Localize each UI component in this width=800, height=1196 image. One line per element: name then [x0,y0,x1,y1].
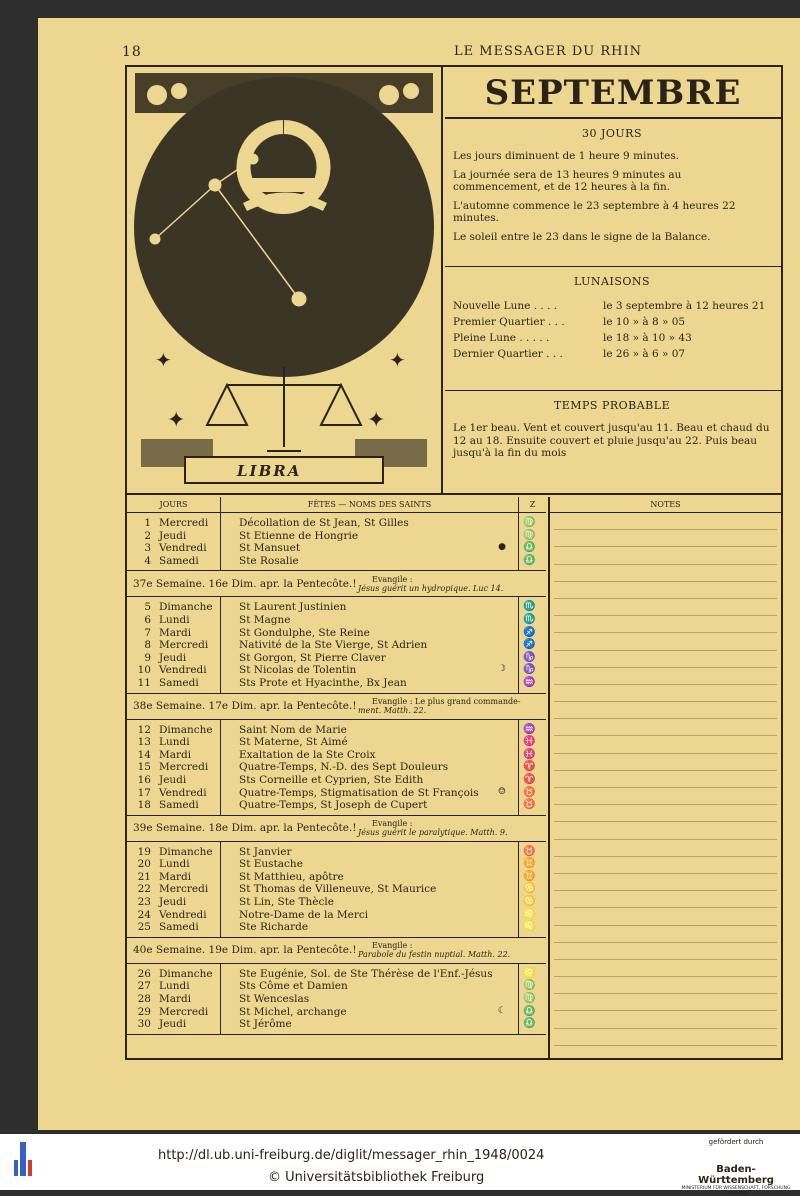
day-number: 8 [144,639,151,652]
note-line[interactable] [554,874,777,891]
gospel-reference [358,697,546,715]
notes-column [548,497,781,1058]
fact-line: Le soleil entre le 23 dans le signe de la Balance. [453,230,711,243]
weekday: Vendredi [159,908,207,921]
lunaison-row: Pleine Lune . . . . . le 18 » à 10 » 43 [453,332,692,344]
note-line[interactable] [554,547,777,564]
gospel-reference [358,575,546,593]
saint-name: St Materne, St Aimé [239,736,348,749]
zodiac-symbol-icon: ♏ [523,613,536,625]
day-entry [131,736,220,749]
weekday: Dimanche [159,845,213,858]
note-line[interactable] [554,788,777,805]
note-line[interactable] [554,857,777,874]
week-label: 38e Semaine. 17e Dim. apr. la Pentecôte.! [133,700,357,713]
source-url[interactable]: http://dl.ub.uni-freiburg.de/diglit/messager_rhin_1948/0024 [158,1148,545,1163]
sunday-gospel-row [127,571,546,597]
lunaison-row: Dernier Quartier . . . le 26 » à 6 » 07 [453,348,686,360]
fact-line: La journée sera de 13 heures 9 minutes au commencement, et de 12 heures à la fin. [453,168,682,194]
note-line[interactable] [554,702,777,719]
zodiac-symbol-icon: ♑ [523,664,536,676]
day-entry [131,652,220,665]
gospel-reference [358,819,546,837]
weekday: Lundi [159,613,190,626]
zodiac-symbol-icon: ♋ [523,896,536,908]
libra-illustration [127,67,443,493]
lunaisons [445,267,781,391]
day-entry [131,846,220,859]
day-entry [131,542,220,555]
note-line[interactable] [554,599,777,616]
note-line[interactable] [554,771,777,788]
zodiac-label: LIBRA [237,462,302,480]
top-section [127,67,781,495]
day-entry [131,1006,220,1019]
day-number: 2 [144,529,151,542]
header-saints: FÊTES — NOMS DES SAINTS [221,497,519,512]
lunaison-row: Nouvelle Lune . . . . le 3 septembre à 12 heures 21 [453,300,766,312]
saint-name: Sts Prote et Hyacinthe, Bx Jean [239,676,407,689]
weekday: Mardi [159,748,192,761]
note-line[interactable] [554,960,777,977]
almanac-page [38,18,800,1130]
day-number: 25 [137,921,151,934]
note-line[interactable] [554,994,777,1011]
day-number: 12 [137,723,151,736]
zodiac-symbol-icon: ♉ [523,786,536,798]
week-block [127,842,546,938]
saint-name: St Wenceslas [239,993,310,1006]
header-days: JOURS [127,497,221,512]
zodiac-symbol-icon: ♎ [523,554,536,566]
zodiac-symbol-icon: ♊ [523,858,536,870]
weekday: Samedi [159,554,199,567]
weekday: Jeudi [159,651,187,664]
zodiac-symbol-icon: ♈ [523,761,536,773]
zodiac-symbol-icon: ♐ [523,639,536,651]
day-number: 10 [137,664,151,677]
note-line[interactable] [554,651,777,668]
fact-line: L'automne commence le 23 septembre à 4 heures 22 minutes. [453,199,736,225]
day-entry [131,677,220,690]
sponsor-sub: MINISTERIUM FÜR WISSENSCHAFT, FORSCHUNG UND KUNST [681,1186,791,1196]
day-number: 6 [144,613,151,626]
note-line[interactable] [554,513,777,530]
day-entry [131,774,220,787]
zodiac-symbol-icon: ♎ [523,542,536,554]
month-facts [445,119,781,267]
day-number: 27 [137,980,151,993]
copyright-text: © Universitätsbibliothek Freiburg [268,1170,485,1185]
saint-name: Ste Richarde [239,921,309,934]
weekday: Samedi [159,921,199,934]
svg-text:✦: ✦ [167,408,186,433]
days-count: 30 JOURS [581,127,642,140]
weekday: Mardi [159,626,192,639]
day-entry [131,639,220,652]
weekday: Vendredi [159,664,207,677]
saint-name: St Janvier [239,845,292,858]
note-line[interactable] [554,685,777,702]
weekday: Jeudi [159,529,187,542]
saint-name: Nativité de la Ste Vierge, St Adrien [239,639,428,652]
month-info [445,67,781,493]
moon-phase-icon: ☺ [497,786,506,797]
day-number: 26 [137,967,151,980]
saint-name: St Laurent Justinien [239,601,347,614]
saint-name: Exaltation de la Ste Croix [239,748,376,761]
zodiac-symbol-icon: ♉ [523,799,536,811]
note-lines [550,513,781,1046]
svg-text:✦: ✦ [367,408,386,433]
note-line[interactable] [554,530,777,547]
day-number: 14 [137,748,151,761]
day-number: 4 [144,554,151,567]
notes-header: NOTES [550,497,781,513]
day-entry [131,896,220,909]
header-zodiac: Z [529,500,536,509]
weekday: Dimanche [159,723,213,736]
week-label: 37e Semaine. 16e Dim. apr. la Pentecôte.! [133,577,357,590]
weather-text: Le 1er beau. Vent et couvert jusqu'au 11. Beau et chaud du 12 au 18. Ensuite couvert et pluie jusqu'au 22. Puis beau jusqu'à la fin du mois [453,422,770,460]
day-number: 30 [137,1018,151,1031]
week-block [127,597,546,693]
sunday-gospel-row [127,694,546,720]
note-line[interactable] [554,891,777,908]
gospel-text: Jésus guérit le paralytique. Matth. 9. [358,828,508,838]
weekday: Mercredi [159,639,209,652]
saint-name: Ste Eugénie, Sol. de Ste Thérèse de l'Enf.-Jésus [239,967,493,980]
day-entry [131,601,220,614]
zodiac-symbol-icon: ♏ [523,601,536,613]
weekday: Mercredi [159,761,209,774]
note-line[interactable] [554,943,777,960]
gospel-title: Evangile : [372,819,413,829]
day-number: 13 [137,736,151,749]
day-entry [131,664,220,677]
saint-name: Quatre-Temps, St Joseph de Cupert [239,799,428,812]
note-line[interactable] [554,633,777,650]
day-number: 7 [144,626,151,639]
sunday-gospel-row [127,938,546,964]
day-number: 20 [137,858,151,871]
saint-name: St Etienne de Hongrie [239,529,359,542]
day-entry [131,614,220,627]
day-number: 18 [137,799,151,812]
gospel-title: Evangile : [372,574,413,584]
week-label: 40e Semaine. 19e Dim. apr. la Pentecôte.! [133,944,357,957]
moon-phase-icon: ☽ [497,664,506,675]
saint-name: St Jérôme [239,1018,292,1031]
weekday: Samedi [159,676,199,689]
saint-name: St Gondulphe, Ste Reine [239,626,370,639]
zodiac-symbol-icon: ♍ [523,993,536,1005]
day-entry [131,517,220,530]
day-entry [131,921,220,934]
week-block [127,964,546,1035]
saint-name: St Mansuet [239,542,301,555]
weekday: Mercredi [159,1005,209,1018]
note-line[interactable] [554,565,777,582]
month-frame [125,65,783,1060]
saint-name: St Matthieu, apôtre [239,870,344,883]
svg-text:✦: ✦ [389,348,406,372]
gospel-text: Parabole du festin nuptial. Matth. 22. [358,950,511,960]
day-number: 23 [137,896,151,909]
day-entry [131,968,220,981]
note-line[interactable] [554,736,777,753]
day-entry [131,883,220,896]
note-line[interactable] [554,805,777,822]
zodiac-symbol-icon: ♋ [523,883,536,895]
weekday: Mercredi [159,883,209,896]
moon-phase-icon: ☾ [497,1005,506,1016]
page-number: 18 [122,44,142,60]
zodiac-symbol-icon: ♓ [523,736,536,748]
calendar-table [127,497,546,1035]
zodiac-symbol-icon: ♒ [523,676,536,688]
gospel-title: Evangile : Le plus grand commande- [372,697,521,707]
weekday: Lundi [159,736,190,749]
weekday: Samedi [159,799,199,812]
note-line[interactable] [554,719,777,736]
day-entry [131,909,220,922]
sponsor-name: Baden-Württemberg [698,1164,774,1186]
note-line[interactable] [554,1011,777,1028]
saint-name: St Thomas de Villeneuve, St Maurice [239,883,437,896]
zodiac-symbol-icon: ♌ [523,967,536,979]
zodiac-symbol-icon: ♉ [523,845,536,857]
sunday-gospel-row [127,816,546,842]
saint-name: Notre-Dame de la Merci [239,908,369,921]
note-line[interactable] [554,977,777,994]
saint-name: Quatre-Temps, Stigmatisation de St François [239,786,479,799]
saint-name: St Magne [239,613,291,626]
publication-title: LE MESSAGER DU RHIN [454,44,642,59]
month-title: SEPTEMBRE [445,67,781,119]
day-number: 1 [144,517,151,529]
zodiac-symbol-icon: ♍ [523,517,536,528]
saint-name: Saint Nom de Marie [239,723,347,736]
note-line[interactable] [554,668,777,685]
day-number: 21 [137,870,151,883]
sponsor-badge [680,1138,792,1196]
gospel-text: ment. Matth. 22. [358,706,427,716]
zodiac-symbol-icon: ♓ [523,748,536,760]
note-line[interactable] [554,908,777,925]
day-entry [131,627,220,640]
zodiac-symbol-icon: ♐ [523,626,536,638]
day-entry [131,555,220,568]
saint-name: St Eustache [239,858,303,871]
day-number: 28 [137,993,151,1006]
lunaisons-title: LUNAISONS [573,275,651,288]
day-number: 19 [137,845,151,858]
note-line[interactable] [554,926,777,943]
saint-name: St Nicolas de Tolentin [239,664,357,677]
day-number: 22 [137,883,151,896]
saint-name: Sts Corneille et Cyprien, Ste Edith [239,773,424,786]
day-number: 16 [137,773,151,786]
lunaison-row: Premier Quartier . . . le 10 » à 8 » 05 [453,316,686,328]
zodiac-symbol-icon: ♌ [523,921,536,933]
zodiac-symbol-icon: ♍ [523,980,536,992]
saint-name: Ste Rosalie [239,554,299,567]
note-line[interactable] [554,754,777,771]
gospel-title: Evangile : [372,941,413,951]
weekday: Jeudi [159,773,187,786]
saint-name: Quatre-Temps, N.-D. des Sept Douleurs [239,761,449,774]
day-entry [131,799,220,812]
day-number: 9 [144,651,151,664]
weekday: Lundi [159,980,190,993]
day-entry [131,980,220,993]
gospel-text: Jésus guérit un hydropique. Luc 14. [358,583,504,593]
libra-artwork [127,67,441,493]
day-number: 5 [144,601,151,614]
day-number: 11 [137,676,151,689]
note-line[interactable] [554,1029,777,1046]
weather-forecast [445,391,781,472]
weeks-container [127,513,546,1035]
day-entry [131,871,220,884]
zodiac-symbol-icon: ♌ [523,908,536,920]
day-number: 17 [137,786,151,799]
saint-name: Sts Côme et Damien [239,980,348,993]
sponsor-top: gefördert durch [708,1138,764,1146]
weekday: Mardi [159,870,192,883]
note-line[interactable] [554,582,777,599]
weekday: Mardi [159,993,192,1006]
weekday: Jeudi [159,896,187,909]
day-number: 15 [137,761,151,774]
weekday: Dimanche [159,967,213,980]
day-entry [131,761,220,774]
zodiac-symbol-icon: ♑ [523,651,536,663]
weekday: Vendredi [159,786,207,799]
zodiac-symbol-icon: ♎ [523,1005,536,1017]
zodiac-symbol-icon: ♍ [523,529,536,541]
week-block [127,513,546,571]
day-number: 3 [144,542,151,555]
day-entry [131,724,220,737]
gospel-reference [358,941,546,959]
note-line[interactable] [554,840,777,857]
viewer-footer [0,1134,800,1196]
weekday: Mercredi [159,517,209,529]
weekday: Lundi [159,858,190,871]
day-entry [131,858,220,871]
week-block [127,720,546,816]
fact-line: Les jours diminuent de 1 heure 9 minutes. [453,150,680,162]
moon-phase-icon: ● [498,542,506,553]
calendar-header [127,497,546,513]
day-entry [131,530,220,543]
day-entry [131,749,220,762]
week-label: 39e Semaine. 18e Dim. apr. la Pentecôte.! [133,822,357,835]
note-line[interactable] [554,616,777,633]
zodiac-symbol-icon: ♊ [523,870,536,882]
zodiac-symbol-icon: ♎ [523,1018,536,1030]
svg-text:✦: ✦ [155,348,172,372]
note-line[interactable] [554,822,777,839]
saint-name: St Gorgon, St Pierre Claver [239,651,386,664]
weekday: Vendredi [159,542,207,555]
weather-title: TEMPS PROBABLE [553,399,671,412]
day-number: 24 [137,908,151,921]
saint-name: St Lin, Ste Thècle [239,896,334,909]
saint-name: Décollation de St Jean, St Gilles [239,517,409,529]
weekday: Jeudi [159,1018,187,1031]
day-entry [131,787,220,800]
zodiac-symbol-icon: ♈ [523,773,536,785]
day-number: 29 [137,1005,151,1018]
saint-name: St Michel, archange [239,1005,347,1018]
library-logo-icon [14,1142,34,1176]
weekday: Dimanche [159,601,213,614]
zodiac-symbol-icon: ♒ [523,723,536,735]
day-entry [131,993,220,1006]
day-entry [131,1018,220,1031]
